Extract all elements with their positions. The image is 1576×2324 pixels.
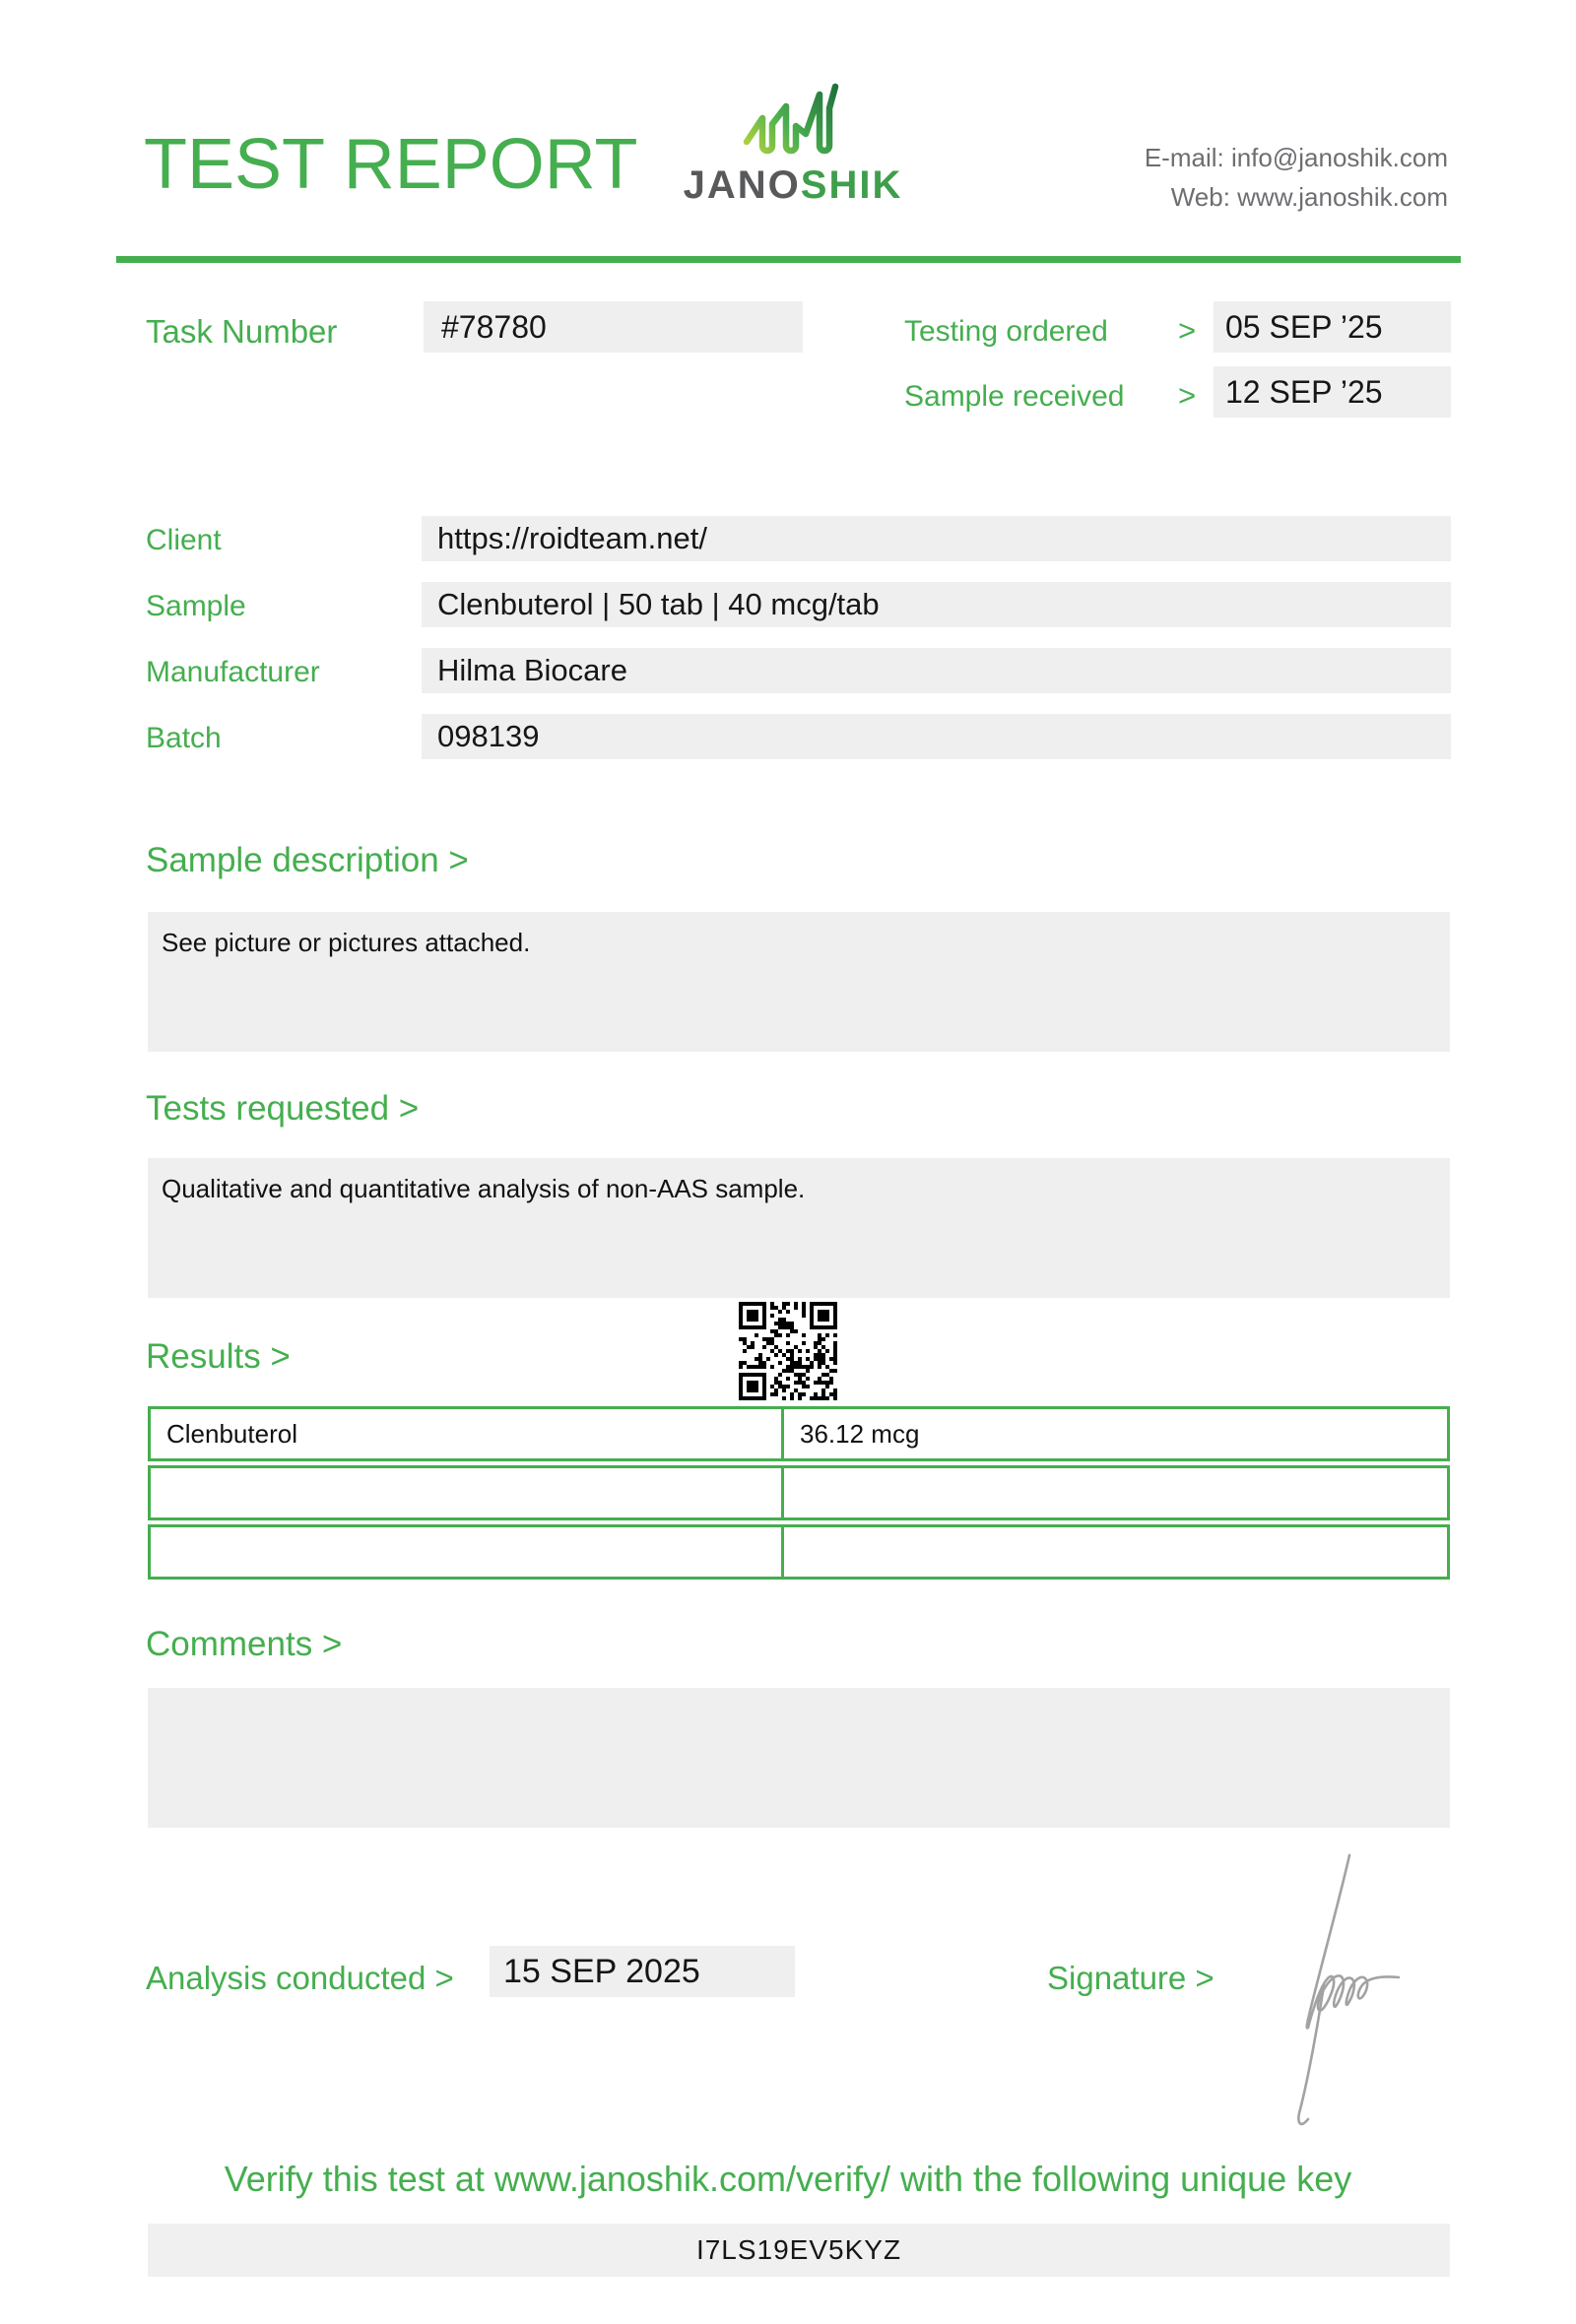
logo-wordmark <box>680 163 906 208</box>
batch-label: Batch <box>146 722 222 754</box>
sample-received-arrow: > <box>1178 378 1197 413</box>
sample-received-label: Sample received <box>904 380 1125 413</box>
testing-ordered-value: 05 SEP ’25 <box>1214 301 1451 353</box>
header-divider <box>116 256 1461 263</box>
result-substance-cell <box>151 1468 784 1517</box>
verify-key-value: I7LS19EV5KYZ <box>695 2234 902 2265</box>
result-amount-cell: 36.12 mcg <box>800 1418 920 1449</box>
table-row <box>148 1406 1450 1461</box>
signature-image <box>1263 1838 1445 2128</box>
result-substance-cell: Clenbuterol <box>151 1409 784 1458</box>
page-title: TEST REPORT <box>144 125 638 204</box>
result-amount-cell <box>784 1468 1447 1517</box>
sample-description-box: See picture or pictures attached. <box>148 912 1450 1052</box>
logo-text-jano: JANO <box>683 163 801 207</box>
sample-label: Sample <box>146 590 246 622</box>
qr-code <box>739 1302 837 1400</box>
analysis-conducted-value: 15 SEP 2025 <box>490 1946 795 1997</box>
table-row <box>148 1524 1450 1580</box>
verify-instruction: Verify this test at www.janoshik.com/verify/ with the following unique key <box>224 2159 1352 2199</box>
signature-label: Signature > <box>1047 1960 1215 1996</box>
janoshik-logo <box>680 81 906 208</box>
manufacturer-label: Manufacturer <box>146 656 320 688</box>
table-row <box>148 1465 1450 1520</box>
tests-requested-heading: Tests requested > <box>146 1089 420 1128</box>
verify-key-box <box>148 2224 1450 2277</box>
client-value: https://roidteam.net/ <box>422 516 1451 561</box>
logo-text-shik: SHIK <box>800 163 903 207</box>
manufacturer-value: Hilma Biocare <box>422 648 1451 693</box>
contact-email: E-mail: info@janoshik.com <box>1144 143 1448 172</box>
tests-requested-box: Qualitative and quantitative analysis of non-AAS sample. <box>148 1158 1450 1298</box>
testing-ordered-arrow: > <box>1178 313 1197 348</box>
contact-web: Web: www.janoshik.com <box>1170 182 1448 212</box>
sample-description-heading: Sample description > <box>146 841 469 879</box>
result-amount-cell <box>784 1527 1447 1577</box>
contact-info <box>1145 138 1448 217</box>
results-table <box>148 1406 1450 1583</box>
client-label: Client <box>146 524 222 556</box>
sample-value: Clenbuterol | 50 tab | 40 mcg/tab <box>422 582 1451 627</box>
task-number-label: Task Number <box>146 313 338 350</box>
analysis-conducted-label: Analysis conducted > <box>146 1960 454 1996</box>
result-substance-cell <box>151 1527 784 1577</box>
comments-heading: Comments > <box>146 1625 343 1663</box>
growth-chart-icon <box>741 81 839 160</box>
testing-ordered-label: Testing ordered <box>904 315 1108 348</box>
results-heading: Results > <box>146 1337 291 1376</box>
task-number-value: #78780 <box>424 301 803 353</box>
comments-box <box>148 1688 1450 1828</box>
batch-value: 098139 <box>422 714 1451 759</box>
sample-received-value: 12 SEP ’25 <box>1214 366 1451 418</box>
